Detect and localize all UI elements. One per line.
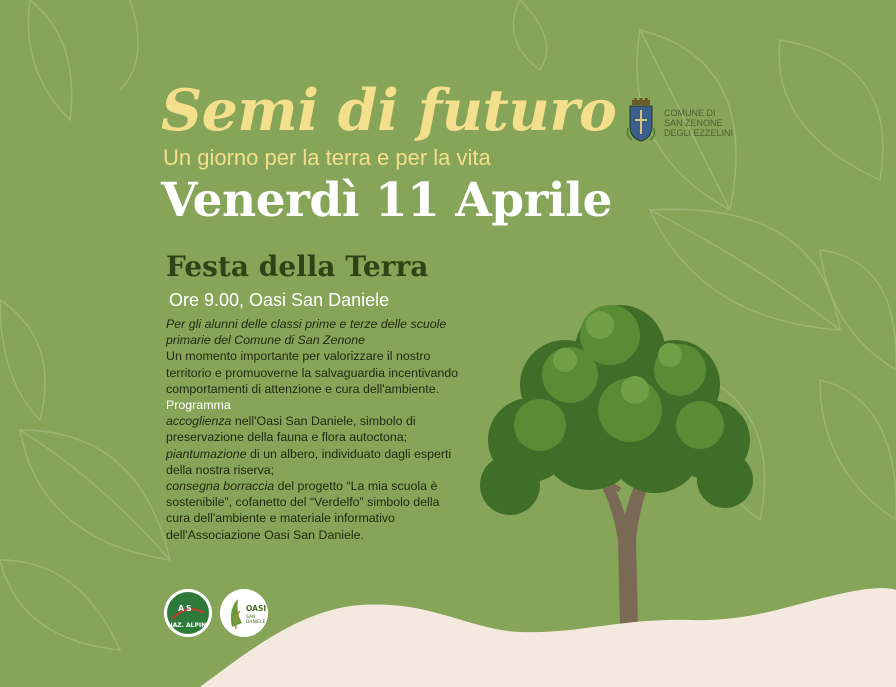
oasi-logo-title: OASI bbox=[246, 604, 267, 613]
program-label: Programma bbox=[166, 398, 231, 413]
ana-logo-letter: S bbox=[186, 604, 192, 613]
comune-name-line: DEGLI EZZELINI bbox=[664, 128, 734, 138]
description-text: Un momento importante per valorizzare il nostro territorio e promuoverne la salvaguardia incentivando comportamenti di attenzione e cura dell'ambiente. bbox=[166, 349, 459, 396]
hills-foreground bbox=[0, 560, 896, 687]
oasi-logo-sub: DANIELE bbox=[246, 620, 266, 625]
program-item bbox=[166, 413, 466, 445]
event-heading: Festa della Terra bbox=[166, 250, 429, 283]
comune-name-line: SAN ZENONE bbox=[664, 118, 723, 128]
program-item bbox=[166, 446, 466, 478]
program-item-lead: consegna borraccia bbox=[166, 479, 275, 494]
comune-name-line: COMUNE DI bbox=[664, 108, 716, 118]
event-description bbox=[166, 316, 466, 543]
oasi-logo-sub: SAN bbox=[246, 615, 256, 620]
program-item bbox=[166, 478, 466, 543]
program-item-text: nell'Oasi San Daniele, simbolo di preservazione della fauna e flora autoctona; bbox=[166, 414, 416, 445]
program-item-text: di un albero, individuato dagli esperti della nostra riserva; bbox=[166, 446, 452, 477]
ana-logo-text: NAZ. ALPINI bbox=[167, 622, 209, 629]
comune-logo bbox=[626, 98, 756, 144]
event-date: Venerdì 11 Aprile bbox=[161, 173, 612, 228]
ana-logo bbox=[164, 589, 212, 637]
program-item-lead: accoglienza bbox=[166, 414, 232, 429]
ana-logo-letter: A bbox=[178, 604, 185, 613]
program-item-text: del progetto “La mia scuola è sostenibile”, cofanetto del “Verdelfo” simbolo della cura dell'ambiente e materiale informativo dell'Associazione Oasi San Daniele. bbox=[166, 479, 440, 542]
oasi-san-daniele-logo bbox=[220, 589, 268, 637]
event-time-place: Ore 9.00, Oasi San Daniele bbox=[169, 290, 390, 310]
program-item-lead: piantumazione bbox=[166, 446, 247, 461]
poster-subtitle: Un giorno per la terra e per la vita bbox=[163, 145, 491, 170]
crest-icon bbox=[626, 98, 656, 142]
poster-title: Semi di futuro bbox=[161, 77, 617, 144]
audience-text: Per gli alunni delle classi prime e terze delle scuole primarie del Comune di San Zenone bbox=[166, 317, 447, 348]
